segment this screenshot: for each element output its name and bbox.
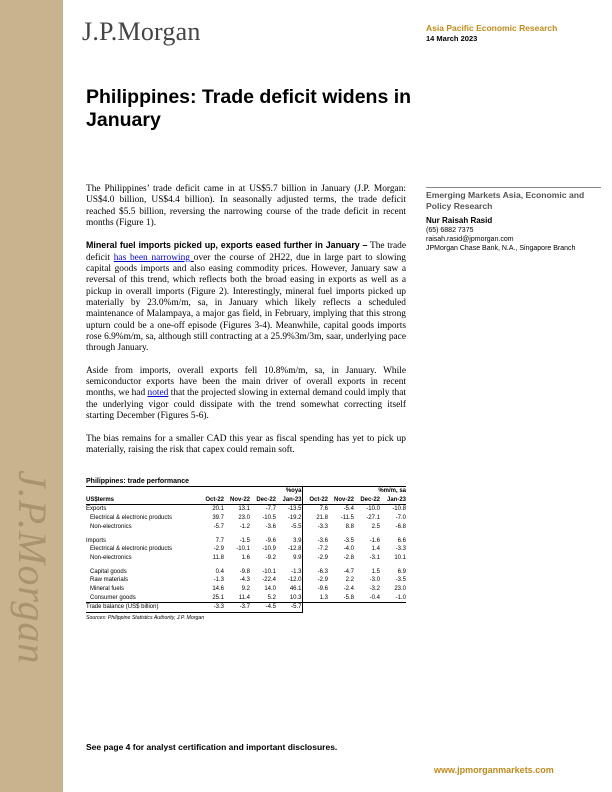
cell-value: 1.4 (371, 546, 380, 553)
cell-value: 39.7 (212, 515, 224, 522)
cell-value: 14.0 (264, 586, 276, 593)
cell-value: -5.5 (276, 523, 302, 532)
row-label: Non-electronics (90, 554, 132, 561)
has-been-narrowing-link[interactable]: has been narrowing (113, 252, 194, 263)
row-label: Imports (86, 537, 107, 544)
table-group-header (86, 487, 406, 496)
cell-value: -9.6 (265, 537, 276, 544)
cell-value: -3.0 (369, 577, 380, 584)
cell-value: -2.9 (213, 546, 224, 553)
table-title: Philippines: trade performance (86, 478, 406, 487)
table-column-header (86, 496, 406, 505)
cell-value: -9.6 (317, 586, 328, 593)
cell-value: -10.0 (366, 506, 380, 513)
col-header: Oct-22 (302, 496, 328, 505)
row-label: Non-electronics (90, 523, 132, 530)
cell-value: -10.5 (262, 515, 276, 522)
table-row (86, 523, 406, 532)
paragraph-3 (86, 366, 406, 422)
cell-value: -4.5 (250, 603, 276, 613)
cell-value: -10.9 (262, 546, 276, 553)
cell-value: -2.8 (343, 554, 354, 561)
group-mm-sa: %m/m, sa (378, 488, 406, 494)
row-label: Trade balance (US$ billion) (86, 603, 198, 613)
cell-value: -22.4 (262, 577, 276, 584)
analyst-entity: JPMorgan Chase Bank, N.A., Singapore Branch (426, 245, 576, 253)
cell-value: -13.5 (276, 505, 302, 514)
cell-value: -9.8 (239, 568, 250, 575)
cell-value: 10.1 (394, 554, 406, 561)
row-label: Consumer goods (86, 594, 198, 603)
col-header: Nov-22 (224, 496, 250, 505)
cell-value: 3.9 (276, 537, 302, 546)
cell-value: -12.0 (276, 576, 302, 585)
cell-value: -1.6 (369, 537, 380, 544)
analyst-email[interactable]: raisah.rasid@jpmorgan.com (426, 236, 514, 244)
table-row (86, 537, 406, 546)
cell-value: -6.3 (317, 568, 328, 575)
table-row (86, 554, 406, 563)
jpmorgan-logo: J.P.Morgan (82, 17, 201, 46)
cell-value: 1.3 (302, 594, 328, 603)
cell-value: -10.8 (392, 506, 406, 513)
sidebar-watermark: J.P.Morgan (10, 470, 55, 665)
cell-value: 23.0 (394, 586, 406, 593)
cell-value (354, 603, 380, 613)
col-header: Jan-23 (276, 496, 302, 505)
cell-value (328, 603, 354, 613)
paragraph-2 (86, 240, 406, 354)
analyst-name: Nur Raisah Rasid (426, 216, 493, 225)
report-date: 14 March 2023 (426, 34, 478, 43)
cell-value: -27.1 (366, 515, 380, 522)
table-row (86, 585, 406, 594)
cell-value: -3.6 (265, 523, 276, 530)
paragraph-2-text-a: The trade deficit (86, 241, 406, 263)
cell-value: 21.8 (316, 515, 328, 522)
paragraph-4: The bias remains for a smaller CAD this year as fiscal spending has yet to pick up materially, raising the risk that capex could remain soft. (86, 433, 406, 455)
cell-value: -11.5 (340, 515, 354, 522)
website-link[interactable]: www.jpmorganmarkets.com (434, 765, 554, 775)
cell-value: 1.6 (241, 554, 250, 561)
cell-value: 2.5 (371, 523, 380, 530)
cell-value: -7.0 (395, 515, 406, 522)
row-label: Exports (86, 506, 107, 513)
table-row (86, 594, 406, 603)
report-body (86, 184, 406, 467)
row-label: Capital goods (90, 568, 127, 575)
table-row (86, 568, 406, 577)
cell-value: 2.2 (345, 577, 354, 584)
disclosure-note: See page 4 for analyst certification and important disclosures. (86, 742, 338, 752)
cell-value: 11.8 (212, 554, 224, 561)
unit-label: US$terms (86, 496, 198, 505)
table-sources: Sources: Philippine Statistics Authority, J.P. Morgan (86, 615, 205, 622)
col-header: Oct-22 (198, 496, 224, 505)
paragraph-2-text-b: over the course of 2H22, due in large part to slowing capital goods imports and also easing commodity prices. However, January saw a reversal of this trend, which reflects both the broad easing in exports as well as a pickup in overall imports (Figure 2). Interestingly, mineral fuel imports picked up materially by 23.0%m/m, sa, in January which likely reflects a scheduled maintenance of Malampaya, a major gas field, in February, implying that this strong upturn could be a one-off episode (Figures 3-4). Meanwhile, capital goods imports rose 6.9%m/m, sa, although still contracting at a 25.9%3m/3m, saar, underlying pace through January. (86, 252, 406, 354)
cell-value: 10.3 (276, 594, 302, 603)
report-title: Philippines: Trade deficit widens in January (86, 86, 412, 131)
cell-value: -19.2 (276, 514, 302, 523)
cell-value (302, 603, 328, 613)
cell-value: -1.2 (239, 523, 250, 530)
cell-value: -2.9 (317, 577, 328, 584)
row-label: Mineral fuels (90, 586, 125, 593)
paragraph-1: The Philippines’ trade deficit came in at US$5.7 billion in January (J.P. Morgan: US$4.0 billion, US$4.4 billion). In seasonally adjusted terms, the trade deficit reached $5.5 billion, reversing the narrowing course of the trade deficit in recent months (Figure 1). (86, 184, 406, 228)
cell-value: 14.6 (212, 586, 224, 593)
cell-value: 7.7 (215, 537, 224, 544)
cell-value: -1.3 (213, 577, 224, 584)
cell-value: 0.4 (215, 568, 224, 575)
col-header: Dec-22 (250, 496, 276, 505)
table-row (86, 505, 406, 514)
cell-value: 25.1 (198, 594, 224, 603)
cell-value: 6.9 (397, 568, 406, 575)
cell-value: -4.0 (343, 546, 354, 553)
cell-value: -2.4 (343, 586, 354, 593)
paragraph-2-lead: Mineral fuel imports picked up, exports eased further in January – (86, 240, 368, 251)
cell-value: -5.4 (343, 506, 354, 513)
cell-value: -6.8 (395, 523, 406, 530)
cell-value: -4.7 (343, 568, 354, 575)
group-oya: %oya (198, 487, 302, 496)
cell-value: -1.5 (239, 537, 250, 544)
trade-table (86, 478, 406, 621)
analyst-team: Emerging Markets Asia, Economic and Policy Research (426, 187, 601, 211)
cell-value: 7.6 (319, 506, 328, 513)
cell-value: -0.4 (354, 594, 380, 603)
col-header: Dec-22 (354, 496, 380, 505)
cell-value: -1.3 (276, 568, 302, 577)
row-label: Electrical & electronic products (90, 515, 173, 522)
cell-value: 23.0 (238, 515, 250, 522)
cell-value: -4.3 (239, 577, 250, 584)
cell-value: -7.2 (317, 546, 328, 553)
cell-value: 8.8 (345, 523, 354, 530)
cell-value: -3.3 (395, 546, 406, 553)
table-row (86, 603, 406, 613)
analyst-phone: (65) 6882 7375 (426, 227, 474, 234)
cell-value: -1.0 (380, 594, 406, 603)
noted-link[interactable]: noted (147, 388, 169, 399)
table-row (86, 514, 406, 523)
table-row (86, 545, 406, 554)
cell-value: -3.3 (198, 603, 224, 613)
cell-value: 5.2 (250, 594, 276, 603)
row-label: Electrical & electronic products (90, 546, 173, 553)
table-row (86, 576, 406, 585)
cell-value: -3.5 (395, 577, 406, 584)
trade-performance-table (86, 487, 406, 613)
cell-value: 1.5 (371, 568, 380, 575)
analyst-box (426, 187, 601, 254)
cell-value: -3.1 (369, 554, 380, 561)
paragraph-3-text-a: Aside from imports, overall exports fell 10.8%m/m, sa, in January. While semiconductor exports have been the main driver of overall exports in recent months, we had (86, 365, 406, 399)
cell-value: -3.6 (317, 537, 328, 544)
cell-value: 11.4 (224, 594, 250, 603)
cell-value: 6.6 (397, 537, 406, 544)
paragraph-3-text-b: that the projected slowing in external demand could imply that the underlying vigor could dissipate with the trend somewhat correcting itself starting December (Figures 5-6). (86, 388, 407, 421)
cell-value: 20.1 (212, 506, 224, 513)
cell-value: 9.9 (276, 554, 302, 563)
col-header: Nov-22 (328, 496, 354, 505)
cell-value: 9.2 (241, 586, 250, 593)
cell-value: -9.2 (265, 554, 276, 561)
cell-value: -5.8 (328, 594, 354, 603)
cell-value: -12.8 (276, 545, 302, 554)
cell-value: 46.1 (276, 585, 302, 594)
cell-value: -3.3 (317, 523, 328, 530)
department-label: Asia Pacific Economic Research (426, 23, 558, 33)
cell-value: -10.1 (262, 568, 276, 575)
row-label: Raw materials (90, 577, 129, 584)
cell-value (380, 603, 406, 613)
cell-value: -3.5 (343, 537, 354, 544)
cell-value: -5.7 (213, 523, 224, 530)
cell-value: -10.1 (236, 546, 250, 553)
cell-value: -3.2 (369, 586, 380, 593)
cell-value: -3.7 (224, 603, 250, 613)
brand-sidebar (0, 0, 63, 792)
cell-value: -2.9 (317, 554, 328, 561)
col-header: Jan-23 (380, 496, 406, 505)
cell-value: -5.7 (276, 603, 302, 613)
cell-value: -7.7 (265, 506, 276, 513)
cell-value: 13.1 (238, 506, 250, 513)
